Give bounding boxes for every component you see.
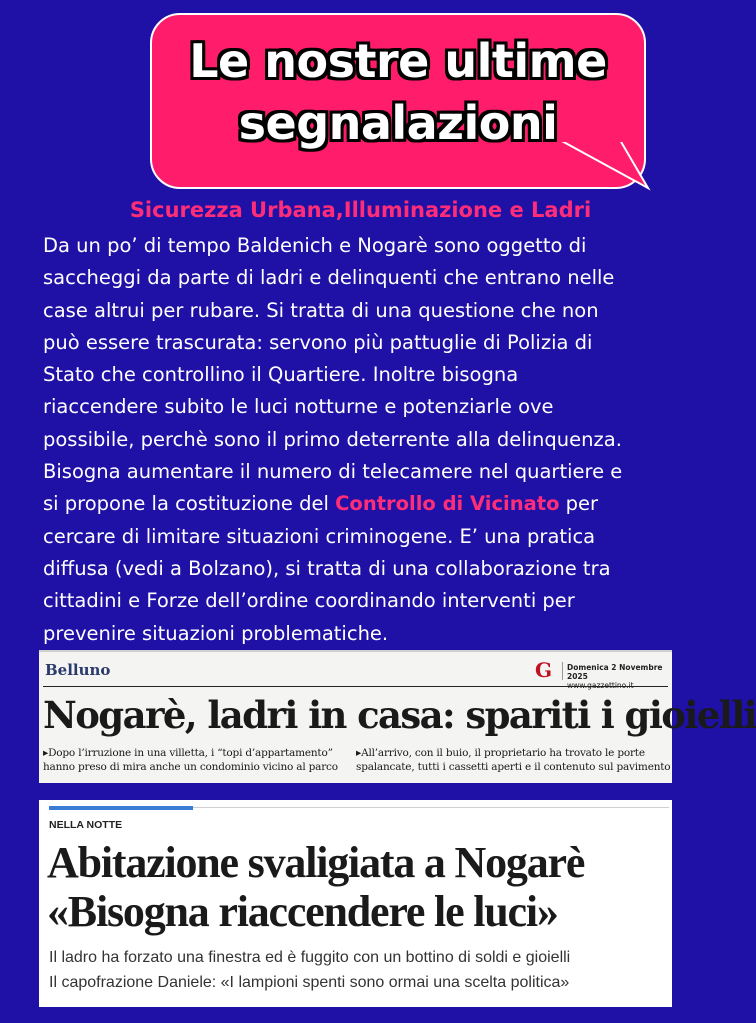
clipping-headline: Nogarè, ladri in casa: spariti i gioielli (43, 693, 756, 737)
newspaper-clipping-nella-notte (39, 800, 672, 1007)
body-line: saccheggi da parte di ladri e delinquenti che entrano nelle (43, 266, 615, 290)
body-text-after: per (559, 492, 599, 516)
title-line-2: segnalazioni (238, 96, 558, 150)
newspaper-clipping-gazzettino (39, 650, 756, 783)
headline-line-2: «Bisogna riaccendere le luci» (47, 887, 558, 936)
clipping-section-label: Belluno (45, 661, 111, 679)
body-line: cercare di limitare situazioni criminogene. E’ una pratica (43, 524, 596, 548)
deck-line: hanno preso di mira anche un condominio vicino al parco (43, 761, 338, 773)
body-line: case altrui per rubare. Si tratta di una questione che non (43, 298, 599, 322)
deck-line: Il ladro ha forzato una finestra ed è fuggito con un bottino di soldi e gioielli (49, 949, 571, 966)
gazzettino-logo-icon: G (535, 658, 553, 682)
body-line: Da un po’ di tempo Baldenich e Nogarè sono oggetto di (43, 234, 587, 257)
clipping-deck-left (43, 746, 338, 774)
title-line-1: Le nostre ultime (189, 34, 607, 88)
body-line: cittadini e Forze dell’ordine coordinando interventi per (43, 589, 575, 613)
clipping-kicker: NELLA NOTTE (49, 819, 123, 831)
body-line: riaccendere subito le luci notturne e potenziarle ove (43, 395, 554, 419)
logo-divider (562, 662, 563, 680)
deck-line: ▸Dopo l’irruzione in una villetta, i “topi d’appartamento” (43, 747, 333, 759)
body-text-before: si propone la costituzione del (43, 492, 336, 516)
deck-line: spalancate, tutti i cassetti aperti e il contenuto sul pavimento (356, 761, 671, 773)
kicker-rule (193, 807, 669, 808)
headline-line-1: Abitazione svaligiata a Nogarè (47, 838, 585, 887)
clipping-header-rule (43, 686, 668, 687)
clipping-deck (49, 945, 669, 995)
body-line: diffusa (vedi a Bolzano), si tratta di una collaborazione tra (43, 556, 611, 580)
deck-line: Il capofrazione Daniele: «I lampioni spenti sono ormai una scelta politica» (49, 974, 570, 991)
body-line: prevenire situazioni problematiche. (43, 621, 389, 645)
controllo-vicinato-highlight: Controllo di Vicinato (335, 492, 560, 516)
section-subtitle: Sicurezza Urbana,Illuminazione e Ladri (129, 198, 592, 222)
body-line: possibile, perchè sono il primo deterrente alla delinquenza. (43, 427, 622, 451)
body-line: Stato che controllino il Quartiere. Inoltre bisogna (43, 363, 519, 387)
page-title (150, 30, 646, 154)
body-line-highlight (43, 488, 693, 520)
clipping-deck-right (356, 746, 670, 774)
clipping-headline (47, 838, 672, 936)
body-line: Bisogna aumentare il numero di telecamere nel quartiere e (43, 460, 623, 484)
clipping-date: Domenica 2 Novembre 2025 (567, 663, 663, 681)
kicker-accent-bar (49, 806, 193, 810)
body-paragraph (43, 230, 693, 650)
clipping-top-rule (39, 650, 672, 652)
body-line: può essere trascurata: servono più pattuglie di Polizia di (43, 330, 593, 354)
deck-line: ▸All’arrivo, con il buio, il proprietario ha trovato le porte (356, 747, 645, 759)
